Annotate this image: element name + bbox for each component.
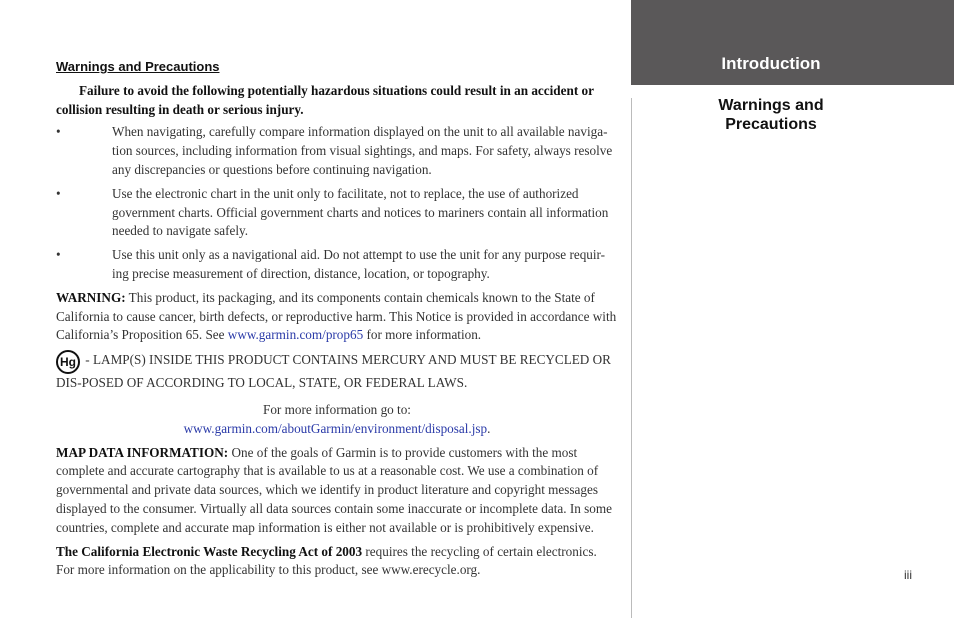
ewaste-text: requires the recycling of certain electronics. For more information on the applicability to this product, see www.erecycle.org. xyxy=(56,543,597,578)
section-subtitle-line1: Warnings and xyxy=(718,97,824,114)
bullet-dot: • xyxy=(56,185,61,201)
more-info-line: For more information go to: xyxy=(263,401,411,417)
column-divider xyxy=(631,98,632,618)
page-number: iii xyxy=(904,568,912,582)
prop65-warning xyxy=(56,289,618,345)
ewaste-label: The California Electronic Waste Recycling Act of 2003 xyxy=(56,543,363,559)
bullet-text: Use this unit only as a navigational aid. Do not attempt to use the unit for any purpose requir-ing precise measurement of direction, distance, location, or topography. xyxy=(112,247,606,281)
warning-label: WARNING: xyxy=(56,289,126,305)
map-data-text: One of the goals of Garmin is to provide customers with the most complete and accurate cartography that is available to us at a reasonable cost. We use a combination of governmental and private data sources, which we identify in product literature and copyright messages displayed to the consumer. Virtually all data sources contain some inaccurate or incomplete data. In some countries, complete and accurate map information is either not available or is prohibitively expensive. xyxy=(56,444,612,535)
section-subtitle-line2: Precautions xyxy=(725,116,817,133)
disposal-link[interactable]: www.garmin.com/aboutGarmin/environment/disposal.jsp xyxy=(183,420,488,436)
bullet-text: When navigating, carefully compare information displayed on the unit to all available naviga-tion sources, including information from visual sightings, and maps. For safety, always resolve any discrepancies or questions before continuing navigation. xyxy=(112,124,613,177)
warning-text: This product, its packaging, and its components contain chemicals known to the State of California to cause cancer, birth defects, or reproductive harm. This Notice is provided in accordance with California’s Proposition 65. See xyxy=(56,289,617,343)
section-title: Introduction xyxy=(721,54,821,73)
prop65-link[interactable]: www.garmin.com/prop65 xyxy=(227,327,364,343)
bullet-item xyxy=(56,246,618,284)
disposal-link-suffix: . xyxy=(487,420,491,436)
mercury-text: - LAMP(S) INSIDE THIS PRODUCT CONTAINS MERCURY AND MUST BE RECYCLED OR DIS-POSED OF ACCORDING TO LOCAL, STATE, OR FEDERAL LAWS. xyxy=(56,352,611,391)
section-subtitle xyxy=(631,96,911,134)
lead-warning: Failure to avoid the following potentially hazardous situations could result in an accident or collision resulting in death or serious injury. xyxy=(56,82,594,117)
bullet-text: Use the electronic chart in the unit only to facilitate, not to replace, the use of authorized government charts. Official government charts and notices to mariners contain all information needed to navigate safely. xyxy=(112,185,609,239)
warning-text-end: for more information. xyxy=(363,327,482,343)
bullet-item xyxy=(56,185,618,241)
map-data-info xyxy=(56,444,618,538)
bullet-item xyxy=(56,123,618,179)
map-data-label: MAP DATA INFORMATION: xyxy=(56,444,229,460)
mercury-hg-icon: Hg xyxy=(56,350,80,374)
mercury-notice xyxy=(56,350,618,393)
main-content xyxy=(56,58,618,585)
ewaste-info xyxy=(56,543,618,581)
bullet-dot: • xyxy=(56,124,61,140)
more-info-block xyxy=(56,401,618,439)
bullet-dot: • xyxy=(56,247,61,263)
page-heading: Warnings and Precautions xyxy=(56,59,220,74)
